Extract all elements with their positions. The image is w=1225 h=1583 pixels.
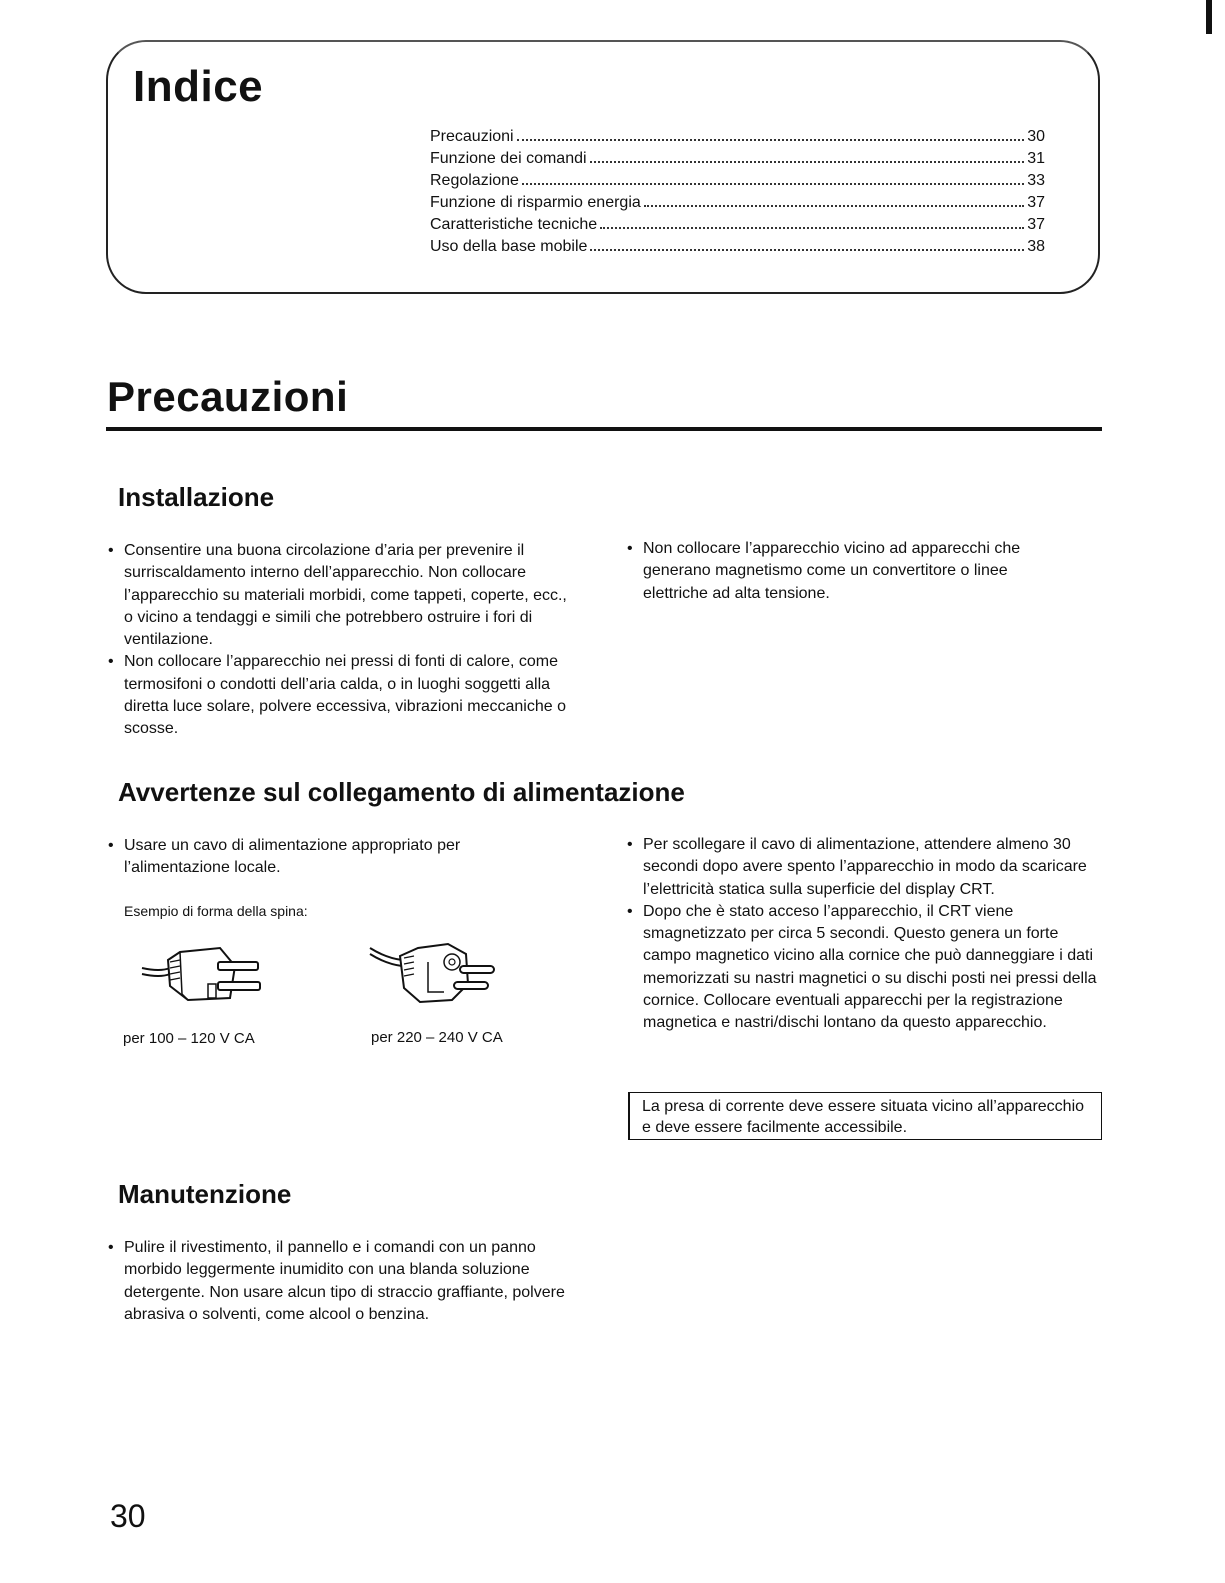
eu-plug-caption: per 220 – 240 V CA [371, 1029, 503, 1046]
section-title-maintenance: Manutenzione [118, 1179, 292, 1209]
toc-label: Uso della base mobile [430, 238, 588, 255]
edge-mark [1206, 0, 1212, 34]
section-title-installation: Installazione [118, 482, 275, 512]
toc-label: Regolazione [430, 172, 519, 189]
toc-row[interactable] [430, 170, 1045, 192]
toc-label: Funzione dei comandi [430, 150, 587, 167]
toc-label: Caratteristiche tecniche [430, 216, 598, 233]
toc-row[interactable] [430, 192, 1045, 214]
toc-leader [522, 183, 1024, 185]
index-title: Indice [133, 62, 264, 111]
list-item: • Dopo che è stato acceso l’apparecchio, il CRT viene smagnetizzato per circa 5 secondi. Questo genera un forte campo magnetico vicino alla cornice che può danneggiare i dati memorizzati su nastri magnetici o su dischi posti nei pressi della cornice. Collocare eventuali apparecchi per la registrazione magnetica e nastri/dischi lontano da questo apparecchio. [627, 901, 1102, 1035]
plug-example-label: Esempio di forma della spina: [124, 903, 308, 919]
toc-leader [600, 227, 1024, 229]
toc-leader [517, 139, 1025, 141]
power-left-column [108, 835, 528, 880]
list-item: • Non collocare l’apparecchio nei pressi di fonti di calore, come termosifoni o condotti dell’aria calda, o in luoghi soggetti alla diretta luce solare, polvere eccessiva, vibrazioni meccaniche o scosse. [108, 651, 578, 740]
section-title-power: Avvertenze sul collegamento di alimentazione [118, 777, 685, 807]
toc-leader [644, 205, 1024, 207]
toc-page: 33 [1027, 172, 1045, 189]
toc-page: 38 [1027, 238, 1045, 255]
installation-left-column [108, 540, 578, 741]
list-item: • Pulire il rivestimento, il pannello e i comandi con un panno morbido leggermente inumidito con una blanda soluzione detergente. Non usare alcun tipo di straccio graffiante, polvere abrasiva o solventi, come alcool o benzina. [108, 1237, 588, 1326]
toc-leader [590, 161, 1025, 163]
toc-page: 37 [1027, 216, 1045, 233]
toc-page: 30 [1027, 128, 1045, 145]
title-rule [106, 427, 1102, 431]
toc-leader [590, 249, 1024, 251]
us-plug-icon [140, 938, 280, 1013]
toc-page: 37 [1027, 194, 1045, 211]
list-item: • Consentire una buona circolazione d’aria per prevenire il surriscaldamento interno dell’apparecchio. Non collocare l’apparecchio su materiali morbidi, come tappeti, coperte, ecc., o vicino a tendaggi e simili che potrebbero ostruire i fori di ventilazione. [108, 540, 578, 651]
toc-row[interactable] [430, 236, 1045, 258]
toc-row[interactable] [430, 214, 1045, 236]
toc-label: Precauzioni [430, 128, 514, 145]
list-item: • Per scollegare il cavo di alimentazione, attendere almeno 30 secondi dopo avere spento l’apparecchio in modo da scaricare l’elettricità statica sulla superficie del display CRT. [627, 834, 1102, 901]
list-item: • Non collocare l’apparecchio vicino ad apparecchi che generano magnetismo come un convertitore o linee elettriche ad alta tensione. [627, 538, 1077, 605]
eu-plug-icon [368, 938, 508, 1013]
maintenance-column [108, 1237, 588, 1326]
toc-row[interactable] [430, 126, 1045, 148]
toc-page: 31 [1027, 150, 1045, 167]
warning-box: La presa di corrente deve essere situata vicino all’apparecchio e deve essere facilmente accessibile. [628, 1092, 1102, 1140]
us-plug-caption: per 100 – 120 V CA [123, 1030, 255, 1047]
table-of-contents [430, 126, 1045, 258]
page-title: Precauzioni [107, 373, 349, 420]
page-number: 30 [110, 1498, 146, 1534]
installation-right-column [627, 538, 1077, 605]
toc-row[interactable] [430, 148, 1045, 170]
toc-label: Funzione di risparmio energia [430, 194, 641, 211]
list-item: • Usare un cavo di alimentazione appropriato per l’alimentazione locale. [108, 835, 528, 880]
power-right-column [627, 834, 1102, 1035]
